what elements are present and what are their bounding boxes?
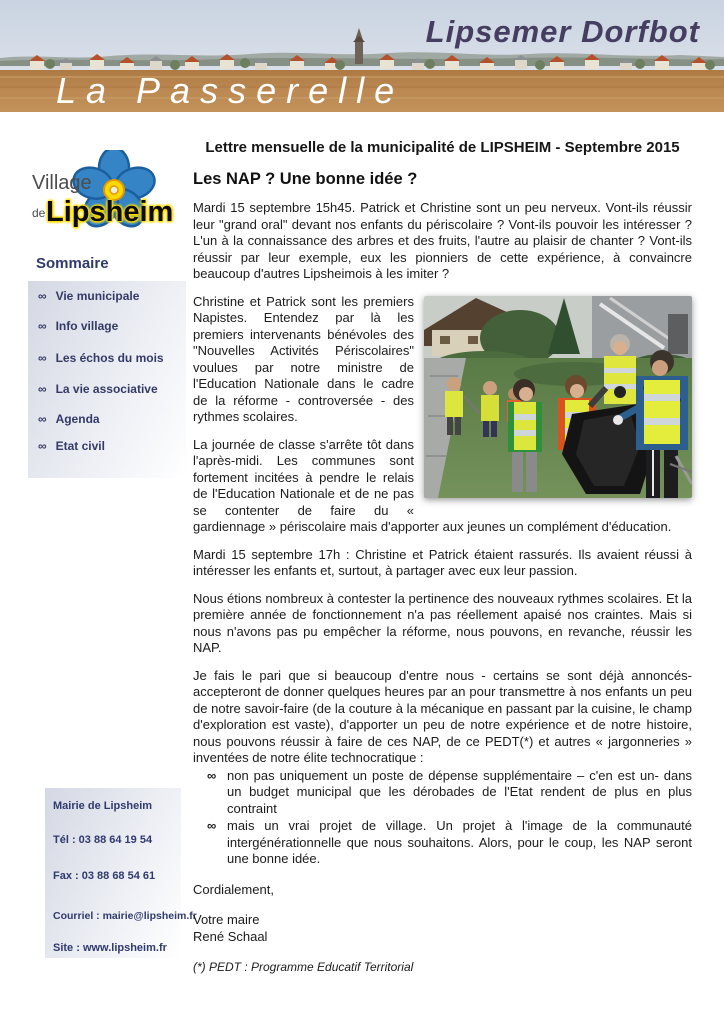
contact-website-link[interactable]: Site : www.lipsheim.fr (53, 942, 167, 954)
article-paragraph-6: Je fais le pari que si beaucoup d'entre nous - certains se sont déjà annoncés- accepteront de donner quelques heures par an pour transmettre à nos enfants un peu de notre savoir-faire (de la couture à la mécanique en passant par la cuisine, le champ d'exploration est vaste), d'apporter un peu de notre expérience et de notre histoire, nous pouvons réussir à faire de ces NAP, de ce PEDT(*) et autres « jargonneries » inventées de notre élite technocratique : (193, 667, 692, 765)
article-paragraph-4: Mardi 15 septembre 17h : Christine et Patrick étaient rassurés. Ils avaient réussi à intéresser les enfants et, surtout, à partager avec eux leur passion. (193, 546, 692, 578)
article-bullet-1 (193, 768, 692, 818)
infinity-bullet-icon: ∞ (38, 439, 47, 453)
contact-fax: Fax : 03 88 68 54 61 (53, 870, 156, 882)
sidebar-item-label: Agenda (55, 412, 100, 426)
sidebar-item-label: Etat civil (55, 439, 105, 453)
sidebar-item-label: Info village (55, 319, 119, 333)
sidebar-item-vie-municipale[interactable] (38, 289, 139, 303)
children-litter-picking-image (424, 296, 692, 498)
infinity-bullet-icon: ∞ (207, 818, 217, 833)
sidebar-item-info-village[interactable] (38, 319, 118, 333)
sidebar-item-label: La vie associative (55, 382, 158, 396)
sidebar-menu (28, 281, 186, 478)
newsletter-subtitle: Lettre mensuelle de la municipalité de LIPSHEIM - Septembre 2015 (205, 139, 680, 156)
bullet-text: non pas uniquement un poste de dépense supplémentaire – c'en est un- dans un budget municipal que les dérobades de l'Etat rendent de plus en plus contraint (227, 767, 692, 816)
infinity-bullet-icon: ∞ (38, 382, 47, 396)
sidebar-item-echos-du-mois[interactable] (38, 351, 164, 365)
signature-name: René Schaal (193, 928, 268, 944)
infinity-bullet-icon: ∞ (38, 412, 47, 426)
newsletter-title: La Passerelle (56, 70, 405, 111)
infinity-bullet-icon: ∞ (38, 351, 47, 365)
article-wrap-section (193, 294, 692, 536)
article-footnote: (*) PEDT : Programme Educatif Territorial (193, 960, 414, 974)
banner-photo (0, 0, 724, 112)
sidebar-item-vie-associative[interactable] (38, 382, 158, 396)
infinity-bullet-icon: ∞ (38, 289, 47, 303)
article-closing: Cordialement, (193, 881, 274, 897)
sidebar-item-etat-civil[interactable] (38, 439, 105, 453)
contact-phone: Tél : 03 88 64 19 54 (53, 834, 153, 846)
article (193, 166, 692, 1016)
article-paragraph-2: Christine et Patrick sont les premiers Napistes. Entendez par là les premiers intervenants bénévoles des "Nouvelles Activités Périscolaires" voulues par notre ministre de l'Education Nationale dans le cadre de la réforme - controversée - des rythmes scolaires. (193, 293, 414, 424)
contact-box (45, 788, 197, 958)
infinity-bullet-icon: ∞ (207, 767, 217, 783)
article-title: Les NAP ? Une bonne idée ? (193, 170, 418, 188)
contact-email-link[interactable]: Courriel : mairie@lipsheim.fr (53, 910, 197, 922)
article-bullet-2 (193, 818, 692, 868)
infinity-bullet-icon: ∞ (38, 319, 47, 333)
article-bullet-list (193, 768, 692, 868)
sidebar-heading: Sommaire (36, 255, 109, 272)
logo-village-text: Village (32, 172, 92, 194)
masthead-title: Lipsemer Dorfbot (425, 14, 700, 49)
bullet-text: mais un vrai projet de village. Un projet à l'image de la communauté intergénérationnelle que nous souhaitons. Alors, pour le coup, les NAP seront une bonne idée. (227, 818, 692, 866)
article-photo (424, 296, 692, 498)
sidebar-item-label: Vie municipale (55, 289, 140, 303)
sidebar-item-label: Les échos du mois (55, 351, 164, 365)
article-paragraph-5: Nous étions nombreux à contester la pertinence des nouveaux rythmes scolaires. Et la première année de fonctionnement n'a pas réellement apaisé nos craintes. Mais si nous n'avons pas pu empêcher la réforme, nous pouvons, en revanche, réussir les NAP. (193, 590, 692, 655)
contact-name: Mairie de Lipsheim (53, 800, 153, 812)
article-paragraph-1: Mardi 15 septembre 15h45. Patrick et Christine sont un peu nerveux. Vont-ils réussir leur "grand oral" devant nos enfants du périscolaire ? Vont-ils pouvoir les intéresser ? L'un à la connaissance des arbres et des fruits, l'autre au plaisir de chanter ? Vont-ils réussir par leur exemple, eux les pionniers de cette expérience, à convaincre beaucoup d'autres Lipsheimois à les imiter ? (193, 200, 692, 281)
logo-lipsheim-text: Lipsheim (46, 196, 174, 228)
signature-role: Votre maire (193, 912, 260, 927)
logo-de-text: de (32, 206, 46, 220)
article-paragraph-3: La journée de classe s'arrête tôt dans l'après-midi. Les communes sont fortement incitées à pendre le relais de l'Education Nationale et de ne pas se contenter de faire du « gardiennage » périscolaire mais d'apporter aux jeunes un complément d'éducation. (193, 436, 672, 534)
village-logo (22, 150, 192, 246)
sidebar-item-agenda[interactable] (38, 412, 100, 426)
